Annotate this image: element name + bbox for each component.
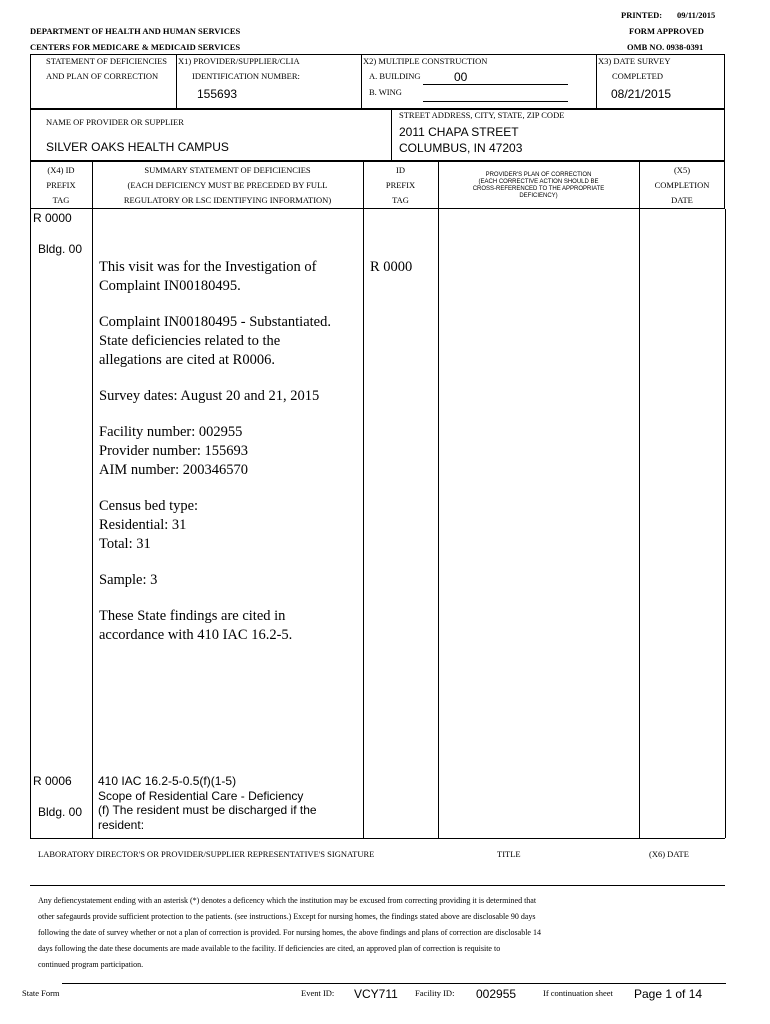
disclaimer-line: continued program participation.: [38, 960, 144, 969]
provider-id-value: 155693: [197, 87, 238, 101]
provider-name-value: SILVER OAKS HEALTH CAMPUS: [46, 140, 229, 154]
event-id-value: VCY711: [354, 987, 398, 1001]
id-header-2: PREFIX: [385, 180, 416, 190]
x4-header-1: (X4) ID: [47, 165, 75, 175]
bldg-label-2: Bldg. 00: [38, 805, 83, 819]
x4-header-2: PREFIX: [46, 180, 76, 190]
dept-title: DEPARTMENT OF HEALTH AND HUMAN SERVICES: [30, 26, 241, 36]
centers-title: CENTERS FOR MEDICARE & MEDICAID SERVICES: [30, 42, 241, 52]
state-form-label: State Form: [22, 988, 60, 998]
disclaimer-line: other safegaurds provide sufficient protection to the patients. (see instructions.) Except for nursing homes, the findings stated above are disclosable 90 days: [38, 912, 536, 921]
facility-id-label: Facility ID:: [415, 988, 455, 998]
summary-line: Total: 31: [99, 536, 151, 552]
summary-text: [99, 258, 359, 662]
survey-date-value: 08/21/2015: [611, 87, 672, 101]
summary-paragraph: [99, 313, 359, 370]
tag-r0000: R 0000: [33, 211, 72, 225]
x3-label-2: COMPLETED: [612, 71, 663, 81]
summary-paragraph: [99, 387, 359, 406]
event-id-label: Event ID:: [301, 988, 335, 998]
summary-line: Survey dates: August 20 and 21, 2015: [99, 388, 320, 404]
summary-line: allegations are cited at R0006.: [99, 352, 275, 368]
regulation-text: 410 IAC 16.2-5-0.5(f)(1-5) Scope of Residential Care - Deficiency (f) The resident must be discharged if the resident:: [98, 774, 317, 832]
disclaimer-line: Any defiencystatement ending with an asterisk (*) denotes a deficency which the institution may be excused from correcting providing it is determined that: [38, 896, 537, 905]
x4-header-3: TAG: [52, 195, 70, 205]
director-signature-label: LABORATORY DIRECTOR'S OR PROVIDER/SUPPLIER REPRESENTATIVE'S SIGNATURE: [38, 849, 375, 859]
id-header-3: TAG: [392, 195, 409, 205]
address-line-1: 2011 CHAPA STREET: [399, 125, 519, 139]
wing-label: B. WING: [369, 87, 402, 97]
title-label: TITLE: [497, 849, 521, 859]
summary-paragraph: [99, 571, 359, 590]
summary-line: This visit was for the Investigation of: [99, 259, 317, 275]
summary-line: Complaint IN00180495 - Substantiated.: [99, 314, 331, 330]
summary-line: State deficiencies related to the: [99, 333, 281, 349]
x1-label-2: IDENTIFICATION NUMBER:: [192, 71, 300, 81]
summary-line: These State findings are cited in: [99, 608, 286, 624]
tag-r0006: R 0006: [33, 774, 72, 788]
summary-line: Complaint IN00180495.: [99, 278, 241, 294]
summary-line: Sample: 3: [99, 572, 158, 588]
omb-number: OMB NO. 0938-0391: [627, 42, 704, 52]
address-line-2: COLUMBUS, IN 47203: [399, 141, 523, 155]
summary-line: AIM number: 200346570: [99, 462, 249, 478]
x6-date-label: (X6) DATE: [649, 849, 689, 859]
summary-paragraph: [99, 607, 359, 645]
disclaimer-line: days following the date these documents are made available to the facility. If deficiencies are cited, an approved plan of correction is requisite to: [38, 944, 501, 953]
summary-line: Census bed type:: [99, 498, 199, 514]
summary-header-3: REGULATORY OR LSC IDENTIFYING INFORMATION): [123, 195, 332, 205]
form-approved: FORM APPROVED: [629, 26, 704, 36]
summary-line: accordance with 410 IAC 16.2-5.: [99, 627, 293, 643]
summary-header-1: SUMMARY STATEMENT OF DEFICIENCIES: [144, 165, 311, 175]
disclaimer: [38, 893, 718, 973]
summary-header-2: (EACH DEFICIENCY MUST BE PRECEDED BY FULL: [127, 180, 328, 190]
page-number: Page 1 of 14: [634, 987, 703, 1001]
summary-paragraph: [99, 423, 359, 480]
right-tag-r0000: R 0000: [370, 259, 413, 275]
x5-header-2: COMPLETION: [654, 180, 710, 190]
poc-header: PROVIDER'S PLAN OF CORRECTION (EACH CORRECTIVE ACTION SHOULD BE CROSS-REFERENCED TO THE APPROPRIATE DEFICIENCY): [472, 172, 605, 199]
summary-paragraph: [99, 258, 359, 296]
address-label: STREET ADDRESS, CITY, STATE, ZIP CODE: [399, 110, 565, 120]
summary-line: Facility number: 002955: [99, 424, 243, 440]
printed-date: 09/11/2015: [677, 10, 716, 20]
building-value: 00: [454, 70, 468, 84]
summary-paragraph: [99, 497, 359, 554]
summary-line: Residential: 31: [99, 517, 187, 533]
printed-label: PRINTED:: [621, 10, 663, 20]
building-label: A. BUILDING: [369, 71, 421, 81]
x3-label-1: X3) DATE SURVEY: [598, 56, 671, 66]
x1-label-1: X1) PROVIDER/SUPPLIER/CLIA: [178, 56, 300, 66]
x5-header-1: (X5): [673, 165, 691, 175]
x5-header-3: DATE: [671, 195, 693, 205]
statement-label-2: AND PLAN OF CORRECTION: [46, 71, 159, 81]
disclaimer-line: following the date of survey whether or not a plan of correction is provided. For nursing homes, the above findings and plans of correction are disclosable 14: [38, 928, 541, 937]
summary-line: Provider number: 155693: [99, 443, 249, 459]
continuation-label: If continuation sheet: [543, 988, 613, 998]
x2-label: X2) MULTIPLE CONSTRUCTION: [363, 56, 488, 66]
bldg-label-1: Bldg. 00: [38, 242, 83, 256]
facility-id-value: 002955: [476, 987, 517, 1001]
id-header-1: ID: [396, 165, 405, 175]
provider-name-label: NAME OF PROVIDER OR SUPPLIER: [46, 117, 184, 127]
statement-label-1: STATEMENT OF DEFICIENCIES: [46, 56, 168, 66]
